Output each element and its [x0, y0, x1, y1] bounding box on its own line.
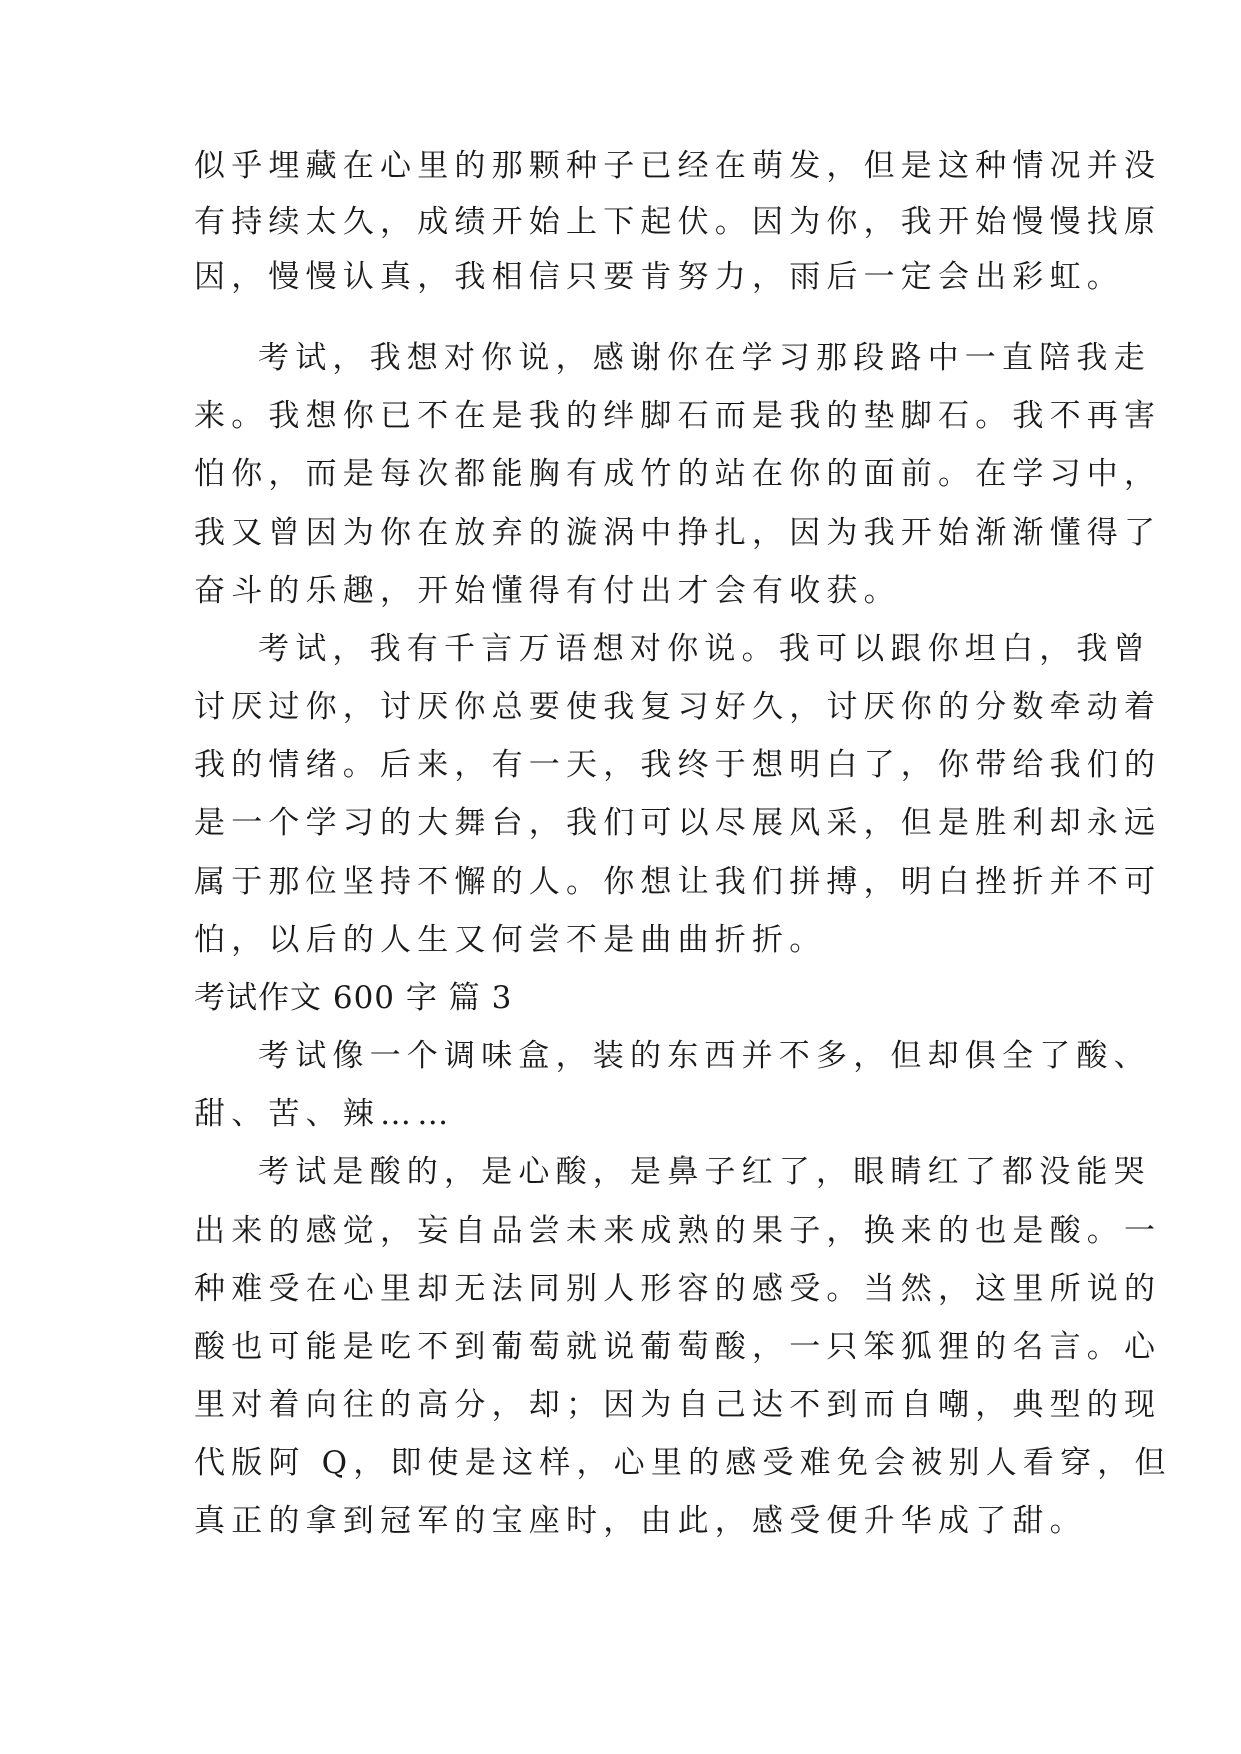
paragraph-line: 有持续太久，成绩开始上下起伏。因为你，我开始慢慢找原 [194, 204, 1162, 240]
paragraph-line: 因，慢慢认真，我相信只要肯努力，雨后一定会出彩虹。 [194, 259, 1124, 295]
paragraph-line: 考试，我想对你说，感谢你在学习那段路中一直陪我走 [258, 340, 1151, 376]
paragraph-line: 怕，以后的人生又何尝不是曲曲折折。 [194, 922, 827, 958]
paragraph-line: 似乎埋藏在心里的那颗种子已经在萌发，但是这种情况并没 [194, 148, 1162, 184]
paragraph-line: 甜、苦、辣…… [194, 1096, 455, 1132]
paragraph-line: 酸也可能是吃不到葡萄就说葡萄酸，一只笨狐狸的名言。心 [194, 1329, 1162, 1365]
paragraph-line: 我的情绪。后来，有一天，我终于想明白了，你带给我们的 [194, 747, 1162, 783]
paragraph-line: 考试，我有千言万语想对你说。我可以跟你坦白，我曾 [258, 631, 1151, 667]
paragraph-line: 奋斗的乐趣，开始懂得有付出才会有收获。 [194, 573, 901, 609]
paragraph-line: 代版阿 Q，即使是这样，心里的感受难免会被别人看穿，但 [194, 1445, 1172, 1481]
paragraph-line: 我又曾因为你在放弃的漩涡中挣扎，因为我开始渐渐懂得了 [194, 515, 1162, 551]
paragraph-line: 真正的拿到冠军的宝座时，由此，感受便升华成了甜。 [194, 1503, 1087, 1539]
paragraph-line: 怕你，而是每次都能胸有成竹的站在你的面前。在学习中， [194, 456, 1162, 492]
paragraph-line: 属于那位坚持不懈的人。你想让我们拼搏，明白挫折并不可 [194, 864, 1162, 900]
paragraph-line: 考试是酸的，是心酸，是鼻子红了，眼睛红了都没能哭 [258, 1154, 1151, 1190]
paragraph-line: 出来的感觉，妄自品尝未来成熟的果子，换来的也是酸。一 [194, 1213, 1162, 1249]
paragraph-line: 种难受在心里却无法同别人形容的感受。当然，这里所说的 [194, 1271, 1162, 1307]
paragraph-line: 里对着向往的高分，却；因为自己达不到而自嘲，典型的现 [194, 1387, 1162, 1423]
paragraph-line: 是一个学习的大舞台，我们可以尽展风采，但是胜利却永远 [194, 805, 1162, 841]
paragraph-line: 来。我想你已不在是我的绊脚石而是我的垫脚石。我不再害 [194, 398, 1162, 434]
paragraph-line: 讨厌过你，讨厌你总要使我复习好久，讨厌你的分数牵动着 [194, 689, 1162, 725]
section-heading: 考试作文 600 字 篇 3 [194, 980, 513, 1016]
paragraph-line: 考试像一个调味盒，装的东西并不多，但却俱全了酸、 [258, 1038, 1151, 1074]
